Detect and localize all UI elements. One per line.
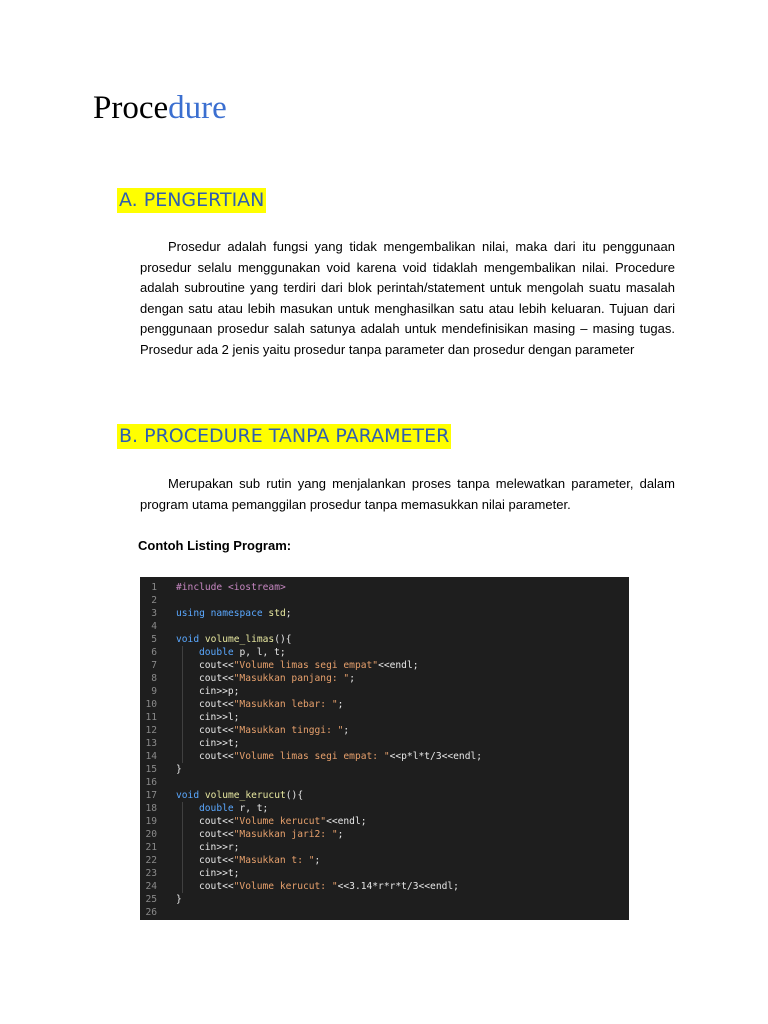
code-line — [140, 607, 629, 620]
code-listing — [140, 577, 629, 920]
code-text: cout<<"Masukkan t: "; — [199, 855, 321, 866]
code-text: cout<<"Masukkan panjang: "; — [199, 673, 355, 684]
code-text: } — [176, 894, 182, 905]
code-line — [140, 763, 629, 776]
line-number: 2 — [151, 595, 157, 606]
code-text: cin>>t; — [199, 868, 240, 879]
code-line — [140, 633, 629, 646]
code-text: cout<<"Masukkan jari2: "; — [199, 829, 344, 840]
line-number: 8 — [151, 673, 157, 684]
line-number: 16 — [145, 777, 157, 788]
section-b-paragraph: Merupakan sub rutin yang menjalankan proses tanpa melewatkan parameter, dalam program utama pemanggilan prosedur tanpa memasukkan nilai parameter. — [140, 476, 675, 512]
listing-label: Contoh Listing Program: — [138, 538, 292, 553]
code-text: cin>>t; — [199, 738, 240, 749]
code-line — [140, 594, 629, 607]
code-text: cout<<"Volume limas segi empat: "<<p*l*t/3<<endl; — [199, 751, 483, 762]
line-number: 4 — [151, 621, 157, 632]
code-text: void volume_kerucut(){ — [176, 790, 304, 801]
code-line — [140, 854, 629, 867]
code-line — [140, 841, 629, 854]
code-text: cout<<"Masukkan lebar: "; — [199, 699, 344, 710]
code-line — [140, 724, 629, 737]
code-line — [140, 893, 629, 906]
line-number: 10 — [145, 699, 157, 710]
code-text: cout<<"Volume kerucut: "<<3.14*r*r*t/3<<endl; — [199, 881, 459, 892]
code-text: using namespace std; — [176, 608, 298, 619]
code-line — [140, 880, 629, 893]
line-number: 21 — [145, 842, 157, 853]
code-text: cout<<"Masukkan tinggi: "; — [199, 725, 350, 736]
code-text: cin>>r; — [199, 842, 240, 853]
code-line — [140, 789, 629, 802]
code-text: } — [176, 764, 182, 775]
section-b-heading: B. PROCEDURE TANPA PARAMETER — [119, 425, 450, 447]
line-number: 22 — [145, 855, 157, 866]
line-number: 23 — [145, 868, 157, 879]
line-number: 1 — [151, 582, 157, 593]
code-line — [140, 867, 629, 880]
code-line — [140, 737, 629, 750]
section-a-heading: A. PENGERTIAN — [119, 189, 265, 211]
line-number: 24 — [145, 881, 157, 892]
line-number: 19 — [145, 816, 157, 827]
page-title-part1: Proce — [93, 90, 169, 126]
page-title-part2: dure — [168, 90, 227, 126]
code-line — [140, 815, 629, 828]
code-text: #include <iostream> — [176, 582, 286, 593]
line-number: 12 — [145, 725, 157, 736]
line-number: 3 — [151, 608, 157, 619]
code-text: cin>>l; — [199, 712, 240, 723]
code-line — [140, 620, 629, 633]
code-line — [140, 750, 629, 763]
code-text: double p, l, t; — [199, 647, 286, 658]
line-number: 14 — [145, 751, 157, 762]
code-line — [140, 685, 629, 698]
line-number: 11 — [145, 712, 157, 723]
code-line — [140, 698, 629, 711]
code-text: void volume_limas(){ — [176, 634, 292, 645]
code-line — [140, 659, 629, 672]
code-line — [140, 828, 629, 841]
page-title — [93, 86, 227, 130]
code-line — [140, 802, 629, 815]
code-line — [140, 581, 629, 594]
line-number: 17 — [145, 790, 157, 801]
code-line — [140, 776, 629, 789]
line-number: 26 — [145, 907, 157, 918]
line-number: 25 — [145, 894, 157, 905]
line-number: 5 — [151, 634, 157, 645]
code-line — [140, 906, 629, 919]
line-number: 13 — [145, 738, 157, 749]
code-line — [140, 672, 629, 685]
code-text: cout<<"Volume limas segi empat"<<endl; — [199, 660, 419, 671]
line-number: 20 — [145, 829, 157, 840]
code-line — [140, 711, 629, 724]
line-number: 6 — [151, 647, 157, 658]
section-a-paragraph: Prosedur adalah fungsi yang tidak mengembalikan nilai, maka dari itu penggunaan prosedur selalu menggunakan void karena void tidaklah mengembalikan nilai. Procedure adalah subroutine yang terdiri dari blok perintah/statement untuk mengolah suatu masalah dengan satu atau lebih masukan untuk menghasilkan satu atau lebih keluaran. Tujuan dari penggunaan prosedur salah satunya adalah untuk mendefinisikan masing – masing tugas. Prosedur ada 2 jenis yaitu prosedur tanpa parameter dan prosedur dengan parameter — [140, 239, 675, 357]
code-text: double r, t; — [199, 803, 269, 814]
code-line — [140, 646, 629, 659]
code-text: cout<<"Volume kerucut"<<endl; — [199, 816, 367, 827]
line-number: 9 — [151, 686, 157, 697]
line-number: 7 — [151, 660, 157, 671]
line-number: 15 — [145, 764, 157, 775]
line-number: 18 — [145, 803, 157, 814]
code-text: cin>>p; — [199, 686, 240, 697]
